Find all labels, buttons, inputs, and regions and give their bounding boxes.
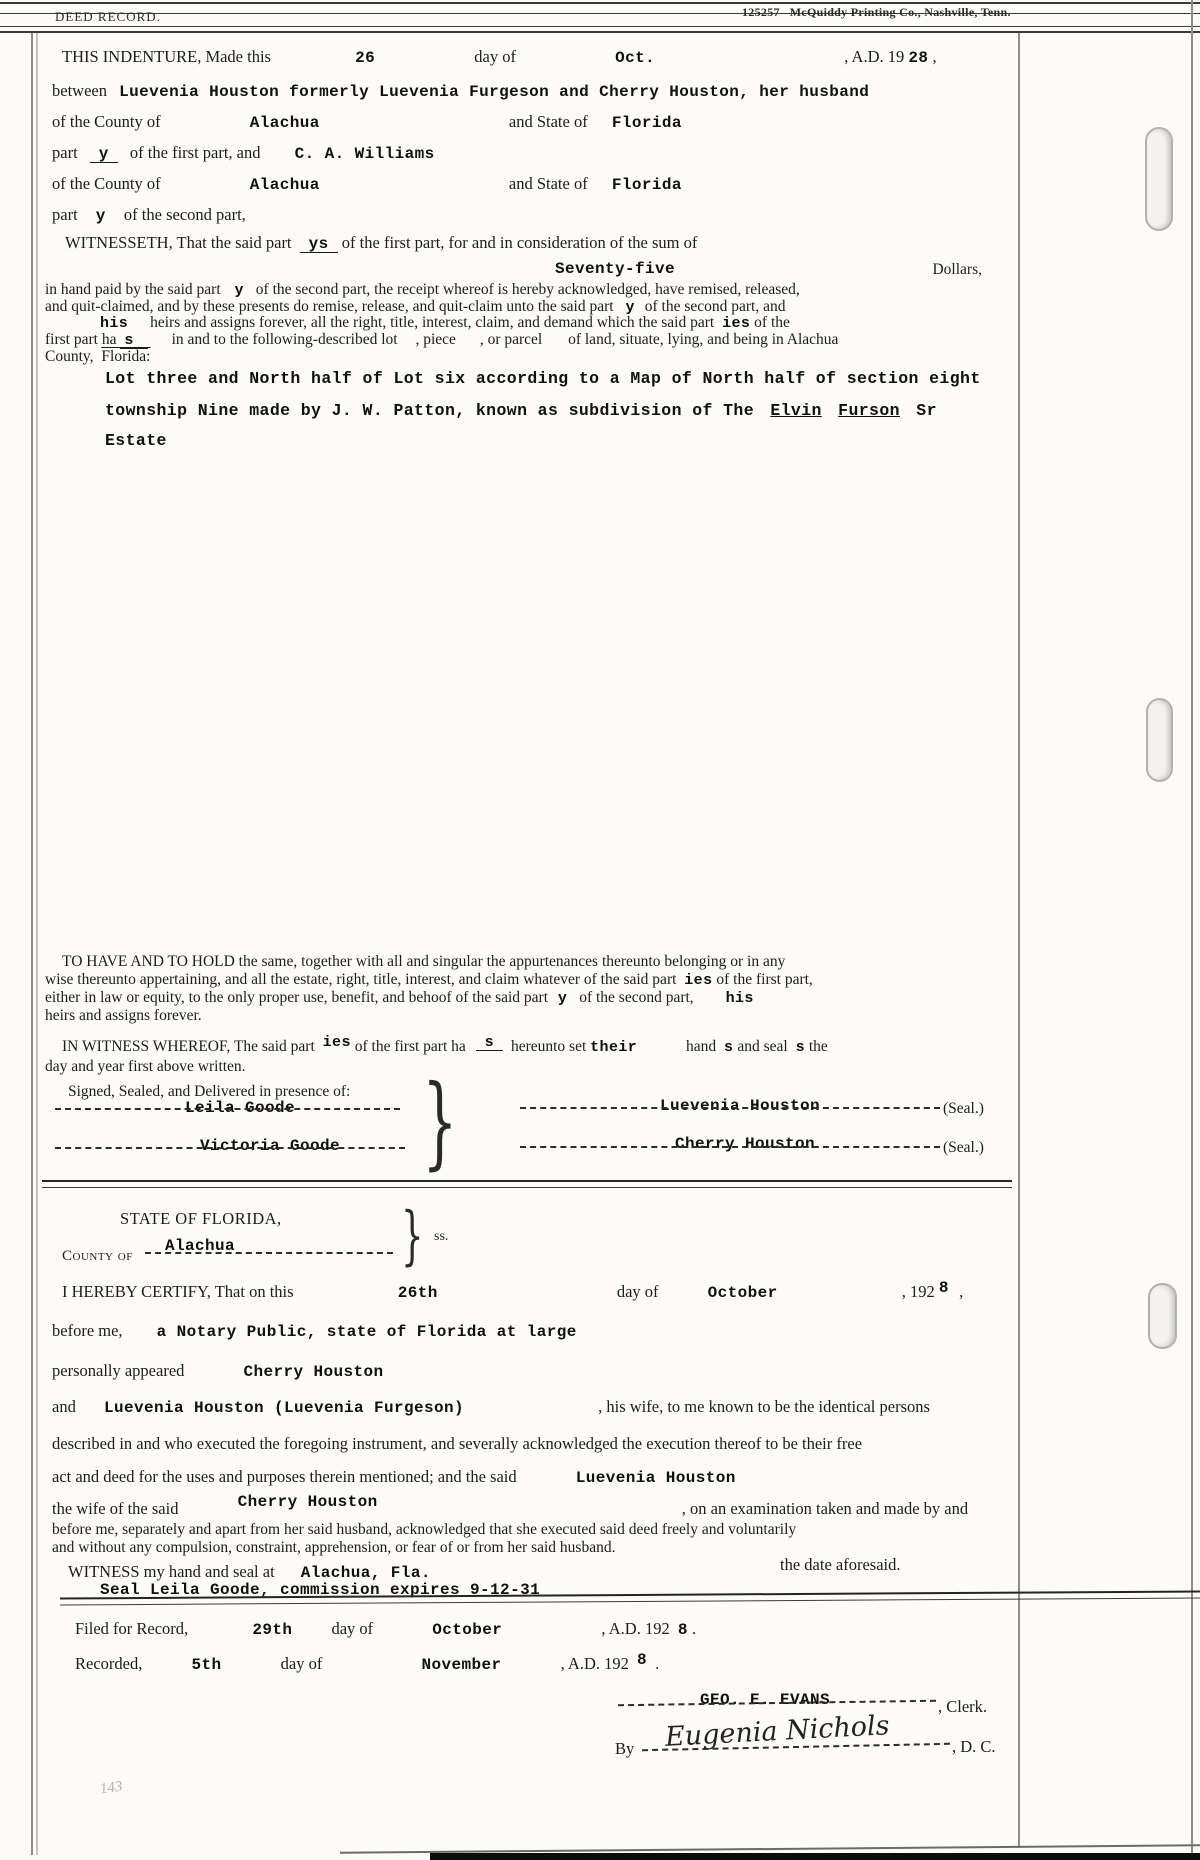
month-value: Oct.	[615, 49, 656, 67]
filed-dayof: day of	[331, 1619, 374, 1638]
county-of-label: County of	[62, 1248, 133, 1264]
florida-word: Florida:	[101, 348, 151, 365]
party2-line	[520, 1146, 940, 1148]
day-value: 26	[355, 49, 376, 67]
comma: ,	[932, 47, 937, 66]
recorded-year: 8	[637, 1651, 648, 1669]
firstpart-e: of land, situate, lying, and being in Alachua	[568, 331, 839, 348]
certify-comma: ,	[959, 1282, 964, 1301]
printer-name: McQuiddy Printing Co., Nashville, Tenn.	[789, 5, 1011, 19]
first-part-label: of the first part, and	[129, 143, 261, 162]
binding-hole-top	[1145, 127, 1173, 231]
page-title: DEED RECORD.	[55, 9, 161, 24]
ss-label: ss.	[434, 1229, 449, 1244]
pencil-page-number: 143	[98, 1778, 124, 1798]
iw-typed-s3: s	[795, 1039, 805, 1056]
paid-b: of the second part, the receipt whereof is hereby acknowledged, have remised, released,	[255, 281, 800, 298]
ack-county-value: Alachua	[165, 1237, 236, 1255]
in-witness-line-2: day and year first above written.	[45, 1058, 246, 1075]
seal2-label: (Seal.)	[943, 1139, 984, 1156]
part-blank-2: y	[95, 207, 106, 225]
certify-dayof: day of	[616, 1282, 659, 1301]
heirs-blank: ies	[722, 315, 751, 332]
habendum-line-4: heirs and assigns forever.	[45, 1007, 202, 1024]
firstpart-d: , or parcel	[479, 331, 543, 348]
and-wife-line	[52, 1398, 930, 1417]
binding-hole-middle	[1146, 698, 1173, 782]
act-deed-text: act and deed for the uses and purposes therein mentioned; and the said	[52, 1467, 517, 1486]
state-value-2: Florida	[611, 176, 682, 194]
opening-line	[62, 48, 937, 67]
filed-day: 29th	[252, 1621, 293, 1639]
iw-a: IN WITNESS WHEREOF, The said part	[62, 1038, 315, 1055]
iw-e: and seal	[737, 1038, 788, 1055]
recorded-line	[75, 1651, 660, 1674]
iw-c: hereunto set	[510, 1038, 587, 1055]
printer-imprint	[742, 5, 1011, 20]
witnesseth-a: WITNESSETH, That the said part	[65, 233, 292, 252]
wife-of-name: Cherry Houston	[237, 1493, 378, 1511]
witnesseth-blank: ys	[300, 237, 338, 253]
second-party-value: C. A. Williams	[294, 145, 435, 163]
habendum-line-3	[45, 989, 754, 1007]
firstpart-line	[45, 331, 838, 349]
heirs-b: of the	[754, 314, 790, 331]
description-2c: Furson	[838, 401, 900, 420]
printer-number: 125257	[742, 5, 780, 19]
witness-place-value: Alachua, Fla.	[300, 1564, 431, 1582]
certify-a: I HEREBY CERTIFY, That on this	[62, 1282, 294, 1301]
part-blank-1: y	[90, 147, 118, 163]
said-name-value: Luevenia Houston	[575, 1469, 736, 1487]
recorded-label: Recorded,	[75, 1654, 143, 1673]
appeared-name-1: Cherry Houston	[243, 1363, 384, 1381]
day-of-label: day of	[474, 47, 516, 66]
firstpart-blank: s	[120, 333, 147, 349]
iw-typed-s2: s	[724, 1039, 734, 1056]
made-this-label: THIS INDENTURE, Made this	[62, 47, 271, 66]
heirs-typed-his: his	[100, 315, 129, 332]
paid-a: in hand paid by the said part	[45, 281, 221, 298]
seal-note: Seal Leila Goode, commission expires 9-12-31	[100, 1581, 541, 1599]
county-value-2: Alachua	[249, 176, 320, 194]
firstpart-b: in and to the following-described lot	[171, 331, 398, 348]
act-deed-line	[52, 1468, 736, 1487]
firstpart-c: , piece	[415, 331, 456, 348]
certify-year: 8	[938, 1279, 949, 1297]
iw-d: hand	[686, 1038, 717, 1055]
dollars-label: Dollars,	[932, 261, 982, 278]
county-value-1: Alachua	[249, 114, 320, 132]
filed-period: .	[691, 1619, 697, 1638]
top-rule	[0, 2, 1200, 4]
quitclaim-blank: y	[625, 299, 635, 316]
iw-typed-their: their	[590, 1039, 638, 1056]
without-line: and without any compulsion, constraint, apprehension, or fear of or from her said husband.	[52, 1539, 616, 1556]
description-2b: Elvin	[770, 401, 822, 420]
description-line-3: Estate	[105, 431, 167, 450]
deputy-clerk-signature: Eugenia Nichols	[664, 1710, 891, 1753]
part-line-2	[52, 206, 246, 225]
iw-b: of the first part ha	[354, 1038, 466, 1055]
recorded-dayof: day of	[280, 1654, 323, 1673]
wife-of-label: the wife of the said	[52, 1499, 179, 1518]
firstpart-a: first part ha	[45, 331, 117, 348]
left-margin-line	[31, 33, 33, 1855]
certify-day: 26th	[397, 1284, 438, 1302]
date-aforesaid: the date aforesaid.	[780, 1555, 901, 1574]
page-right-edge-line	[1018, 33, 1020, 1848]
habendum-3a: either in law or equity, to the only proper use, benefit, and behoof of the said part	[45, 989, 549, 1006]
presence-label: Signed, Sealed, and Delivered in presence of:	[68, 1083, 351, 1100]
in-witness-line-1	[62, 1034, 828, 1056]
bottom-page-edge-line	[340, 1844, 1200, 1853]
part-line-1	[52, 144, 435, 163]
witness-hand-line	[68, 1563, 431, 1582]
witness2-signature: Victoria Goode	[200, 1137, 341, 1155]
description-line-2	[105, 402, 937, 419]
habendum-2-typed: ies	[684, 972, 713, 989]
witness1-line	[55, 1108, 400, 1110]
habendum-line-1: TO HAVE AND TO HOLD the same, together with all and singular the appurtenances thereunto belonging or in any	[62, 953, 786, 970]
county-blank-line	[145, 1252, 393, 1254]
habendum-3-typed2: his	[725, 990, 754, 1007]
state-label-2: and State of	[508, 174, 588, 193]
his-wife-text: , his wife, to me known to be the identical persons	[598, 1397, 930, 1416]
iw-typed-s: s	[476, 1035, 503, 1051]
county-label-1: of the County of	[52, 112, 161, 131]
seal1-label: (Seal.)	[943, 1100, 984, 1117]
filed-year: 8	[677, 1621, 688, 1639]
recorded-period: .	[655, 1654, 660, 1673]
witnesseth-b: of the first part, for and in consideration of the sum of	[341, 233, 698, 252]
amount-value: Seventy-five	[555, 260, 676, 278]
first-parties-value: Luevenia Houston formerly Luevenia Furgeson and Cherry Houston, her husband	[119, 83, 870, 101]
second-part-label: of the second part,	[123, 205, 246, 224]
header-rule-bottom	[0, 31, 1200, 33]
party1-signature: Luevenia Houston	[660, 1097, 821, 1115]
quitclaim-b: of the second part, and	[644, 298, 786, 315]
witnesseth-line-1	[65, 234, 697, 253]
before-sep-line: before me, separately and apart from her said husband, acknowledged that she executed said deed freely and voluntarily	[52, 1521, 797, 1538]
description-line-1: Lot three and North half of Lot six according to a Map of North half of section eight	[105, 369, 981, 388]
description-2d: Sr	[916, 401, 937, 420]
recorded-day: 5th	[191, 1656, 222, 1674]
personally-appeared-line	[52, 1362, 384, 1381]
before-me-line	[52, 1322, 577, 1341]
habendum-2b: of the first part,	[716, 971, 813, 988]
wife-of-line	[52, 1493, 969, 1519]
notary-value: a Notary Public, state of Florida at large	[156, 1323, 577, 1341]
habendum-3b: of the second part,	[579, 989, 694, 1006]
state-value-1: Florida	[611, 114, 682, 132]
state-label-1: and State of	[508, 112, 588, 131]
party1-line	[520, 1107, 940, 1109]
state-of-florida: STATE OF FLORIDA,	[120, 1209, 282, 1228]
dc-label: , D. C.	[952, 1737, 996, 1756]
witness-hand-label: WITNESS my hand and seal at	[68, 1562, 275, 1581]
clerk-name: GEO. E. EVANS	[700, 1691, 831, 1709]
county-word: County,	[45, 348, 94, 365]
county-line-2	[52, 175, 682, 194]
witness1-signature: Leila Goode	[185, 1099, 296, 1117]
certify-year-prefix: , 192	[901, 1282, 935, 1301]
heirs-line	[45, 314, 790, 332]
between-label: between	[52, 81, 107, 100]
scan-right-edge-line	[1191, 0, 1193, 1860]
between-line	[52, 82, 869, 101]
year-value: 28	[908, 49, 929, 67]
heirs-a: heirs and assigns forever, all the right, title, interest, claim, and demand which the said part	[150, 314, 715, 331]
habendum-2a: wise thereunto appertaining, and all the estate, right, title, interest, and claim whatever of the said part	[45, 971, 677, 988]
described-line: described in and who executed the foregoing instrument, and severally acknowledged the execution thereof to be their free	[52, 1434, 863, 1453]
iw-typed-ies: ies	[322, 1034, 351, 1051]
part-label-1: part	[52, 143, 78, 162]
ss-brace: }	[401, 1199, 424, 1273]
by-label: By	[615, 1739, 635, 1758]
county-label-2: of the County of	[52, 174, 161, 193]
certify-month: October	[707, 1284, 778, 1302]
county-line-1	[52, 113, 682, 132]
paid-line	[45, 281, 800, 299]
ad-label: , A.D. 19	[844, 47, 905, 66]
and-label: and	[52, 1397, 76, 1416]
paid-blank: y	[234, 282, 244, 299]
recorded-ad: , A.D. 192	[560, 1654, 629, 1673]
filed-label: Filed for Record,	[75, 1619, 189, 1638]
clerk-label: , Clerk.	[938, 1697, 988, 1716]
appeared-name-2: Luevenia Houston (Luevenia Furgeson)	[103, 1399, 465, 1417]
county-florida-line	[45, 348, 150, 365]
before-me-label: before me,	[52, 1321, 123, 1340]
signature-brace: }	[422, 1063, 458, 1180]
recorded-month: November	[421, 1656, 502, 1674]
bottom-scan-bar	[430, 1853, 1200, 1860]
iw-f: the	[808, 1038, 828, 1055]
section-divider-1	[42, 1180, 1012, 1188]
examination-text: , on an examination taken and made by and	[681, 1499, 969, 1518]
personally-appeared-label: personally appeared	[52, 1361, 185, 1380]
witness2-line	[55, 1147, 405, 1149]
habendum-3-typed: y	[557, 990, 568, 1007]
description-2a: township Nine made by J. W. Patton, known as subdivision of The	[105, 401, 755, 420]
filed-ad: , A.D. 192	[601, 1619, 670, 1638]
left-margin-line-2	[36, 33, 38, 1855]
habendum-line-2	[45, 971, 813, 989]
filed-line	[75, 1620, 696, 1639]
header-rule-upper	[0, 13, 1200, 14]
quitclaim-a: and quit-claimed, and by these presents do remise, release, and quit-claim unto the said part	[45, 298, 614, 315]
party2-signature: Cherry Houston	[675, 1135, 816, 1153]
binding-hole-bottom	[1148, 1283, 1177, 1349]
filed-month: October	[432, 1621, 503, 1639]
certify-line	[62, 1279, 964, 1302]
part-label-2: part	[52, 205, 78, 224]
header-rule-lower	[0, 26, 1200, 27]
